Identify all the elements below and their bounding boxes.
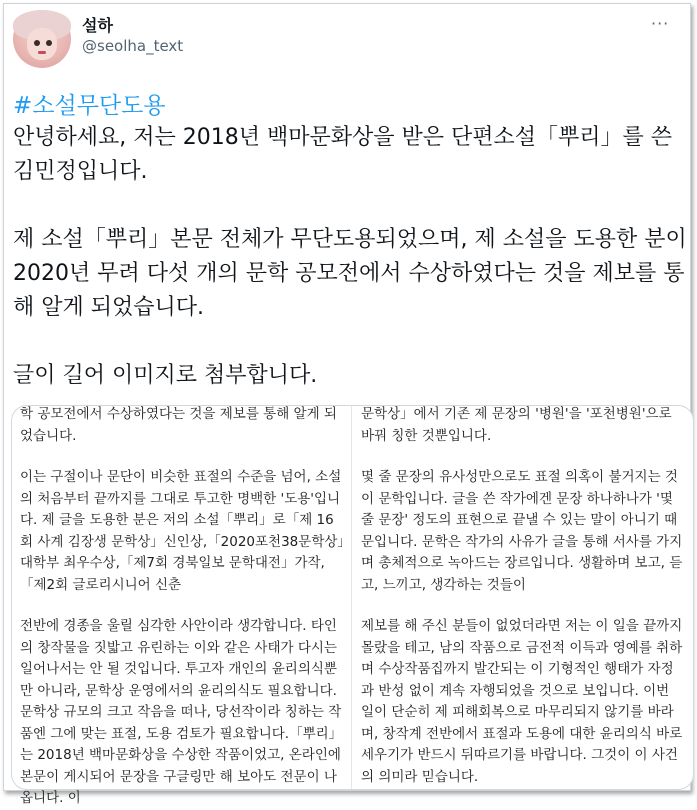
attached-image[interactable] xyxy=(11,405,694,806)
avatar-mouth xyxy=(38,51,46,54)
display-name[interactable]: 설하 xyxy=(82,16,113,35)
attachment-paragraph: 이는 구절이나 문단이 비슷한 표절의 수준을 넘어, 소설의 처음부터 끝까지를 그대로 투고한 명백한 '도용'입니다. 제 글을 도용한 분은 저의 소설「뿌리」로「제 16회 사계 김장생 문학상」신인상,「2020포천38문학상」대학부 최우수상,「제7회 경북일보 문학대전」가작,「제2회 글로리시니어 신춘 xyxy=(20,469,345,593)
attachment-paragraph: 전반에 경종을 울릴 심각한 사안이라 생각합니다. 타인의 창작물을 짓밟고 유린하는 이와 같은 사태가 다시는 일어나서는 안 될 것입니다. 투고자 개인의 윤리의식뿐만 아니라, 문학상 운영에서의 윤리의식도 필요합니다. 문학상 규모의 크고 작음을 떠나, 당선작이라 칭하는 작품엔 그에 맞는 표절, 도용 검토가 필요합니다.「뿌리」는 2018년 백마문화상을 수상한 작품이었고, 온라인에 본문이 게시되어 문장을 구글링만 해 보아도 전문이 나옵니다. 이 xyxy=(20,618,343,806)
avatar-eye xyxy=(34,40,40,46)
attachment-right-column xyxy=(361,406,683,789)
tweet-paragraph: 안녕하세요, 저는 2018년 백마문화상을 받은 단편소설「뿌리」를 쓴 김민정입니다. xyxy=(13,125,679,184)
hashtag-link[interactable]: #소설무단도용 xyxy=(13,93,166,119)
attachment-paragraph: 문학상」에서 기존 제 문장의 '병원'을 '포천병원'으로 바꿔 칭한 것뿐입니다. xyxy=(361,406,672,444)
avatar-eye xyxy=(46,40,52,46)
column-divider xyxy=(351,406,352,789)
tweet-text xyxy=(13,121,693,393)
tweet-paragraph: 글이 길어 이미지로 첨부합니다. xyxy=(13,363,318,388)
attachment-paragraph: 몇 줄 문장의 유사성만으로도 표절 의혹이 불거지는 것이 문학입니다. 글을 쓴 작가에겐 문장 하나하나가 '몇 줄 문장' 정도의 표현으로 끝낼 수 있는 말이 아니기 때문입니다. 문학은 작가의 사유가 글을 통해 서사를 가지며 총체적으로 녹아드는 장르입니다. 생활하며 보고, 듣고, 느끼고, 생각하는 것들이 xyxy=(361,469,683,593)
avatar-face xyxy=(27,28,57,60)
more-options-icon[interactable]: ··· xyxy=(651,14,670,33)
avatar[interactable] xyxy=(13,10,71,68)
attachment-paragraph: 학 공모전에서 수상하였다는 것을 제보를 통해 알게 되었습니다. xyxy=(20,406,337,444)
attachment-left-column xyxy=(20,406,346,806)
user-handle[interactable]: @seolha_text xyxy=(82,37,184,55)
attachment-paragraph: 제보를 해 주신 분들이 없었더라면 저는 이 일을 끝까지 몰랐을 테고, 남의 작품으로 금전적 이득과 영예를 취하며 수상작품집까지 발간되는 이 기형적인 행태가 자정과 반성 없이 계속 자행되었을 것으로 보입니다. 이번 일이 단순히 제 피해회복으로 마무리되지 않기를 바라며, 창작계 전반에서 표절과 도용에 대한 윤리의식 바로 세우기가 반드시 뒤따르기를 바랍니다. 그것이 이 사건의 의미라 믿습니다. xyxy=(361,618,683,785)
tweet-paragraph: 제 소설「뿌리」본문 전체가 무단도용되었으며, 제 소설을 도용한 분이 2020년 무려 다섯 개의 문학 공모전에서 수상하였다는 것을 제보를 통해 알게 되었습니다. xyxy=(13,227,694,320)
tweet-card xyxy=(3,3,694,806)
